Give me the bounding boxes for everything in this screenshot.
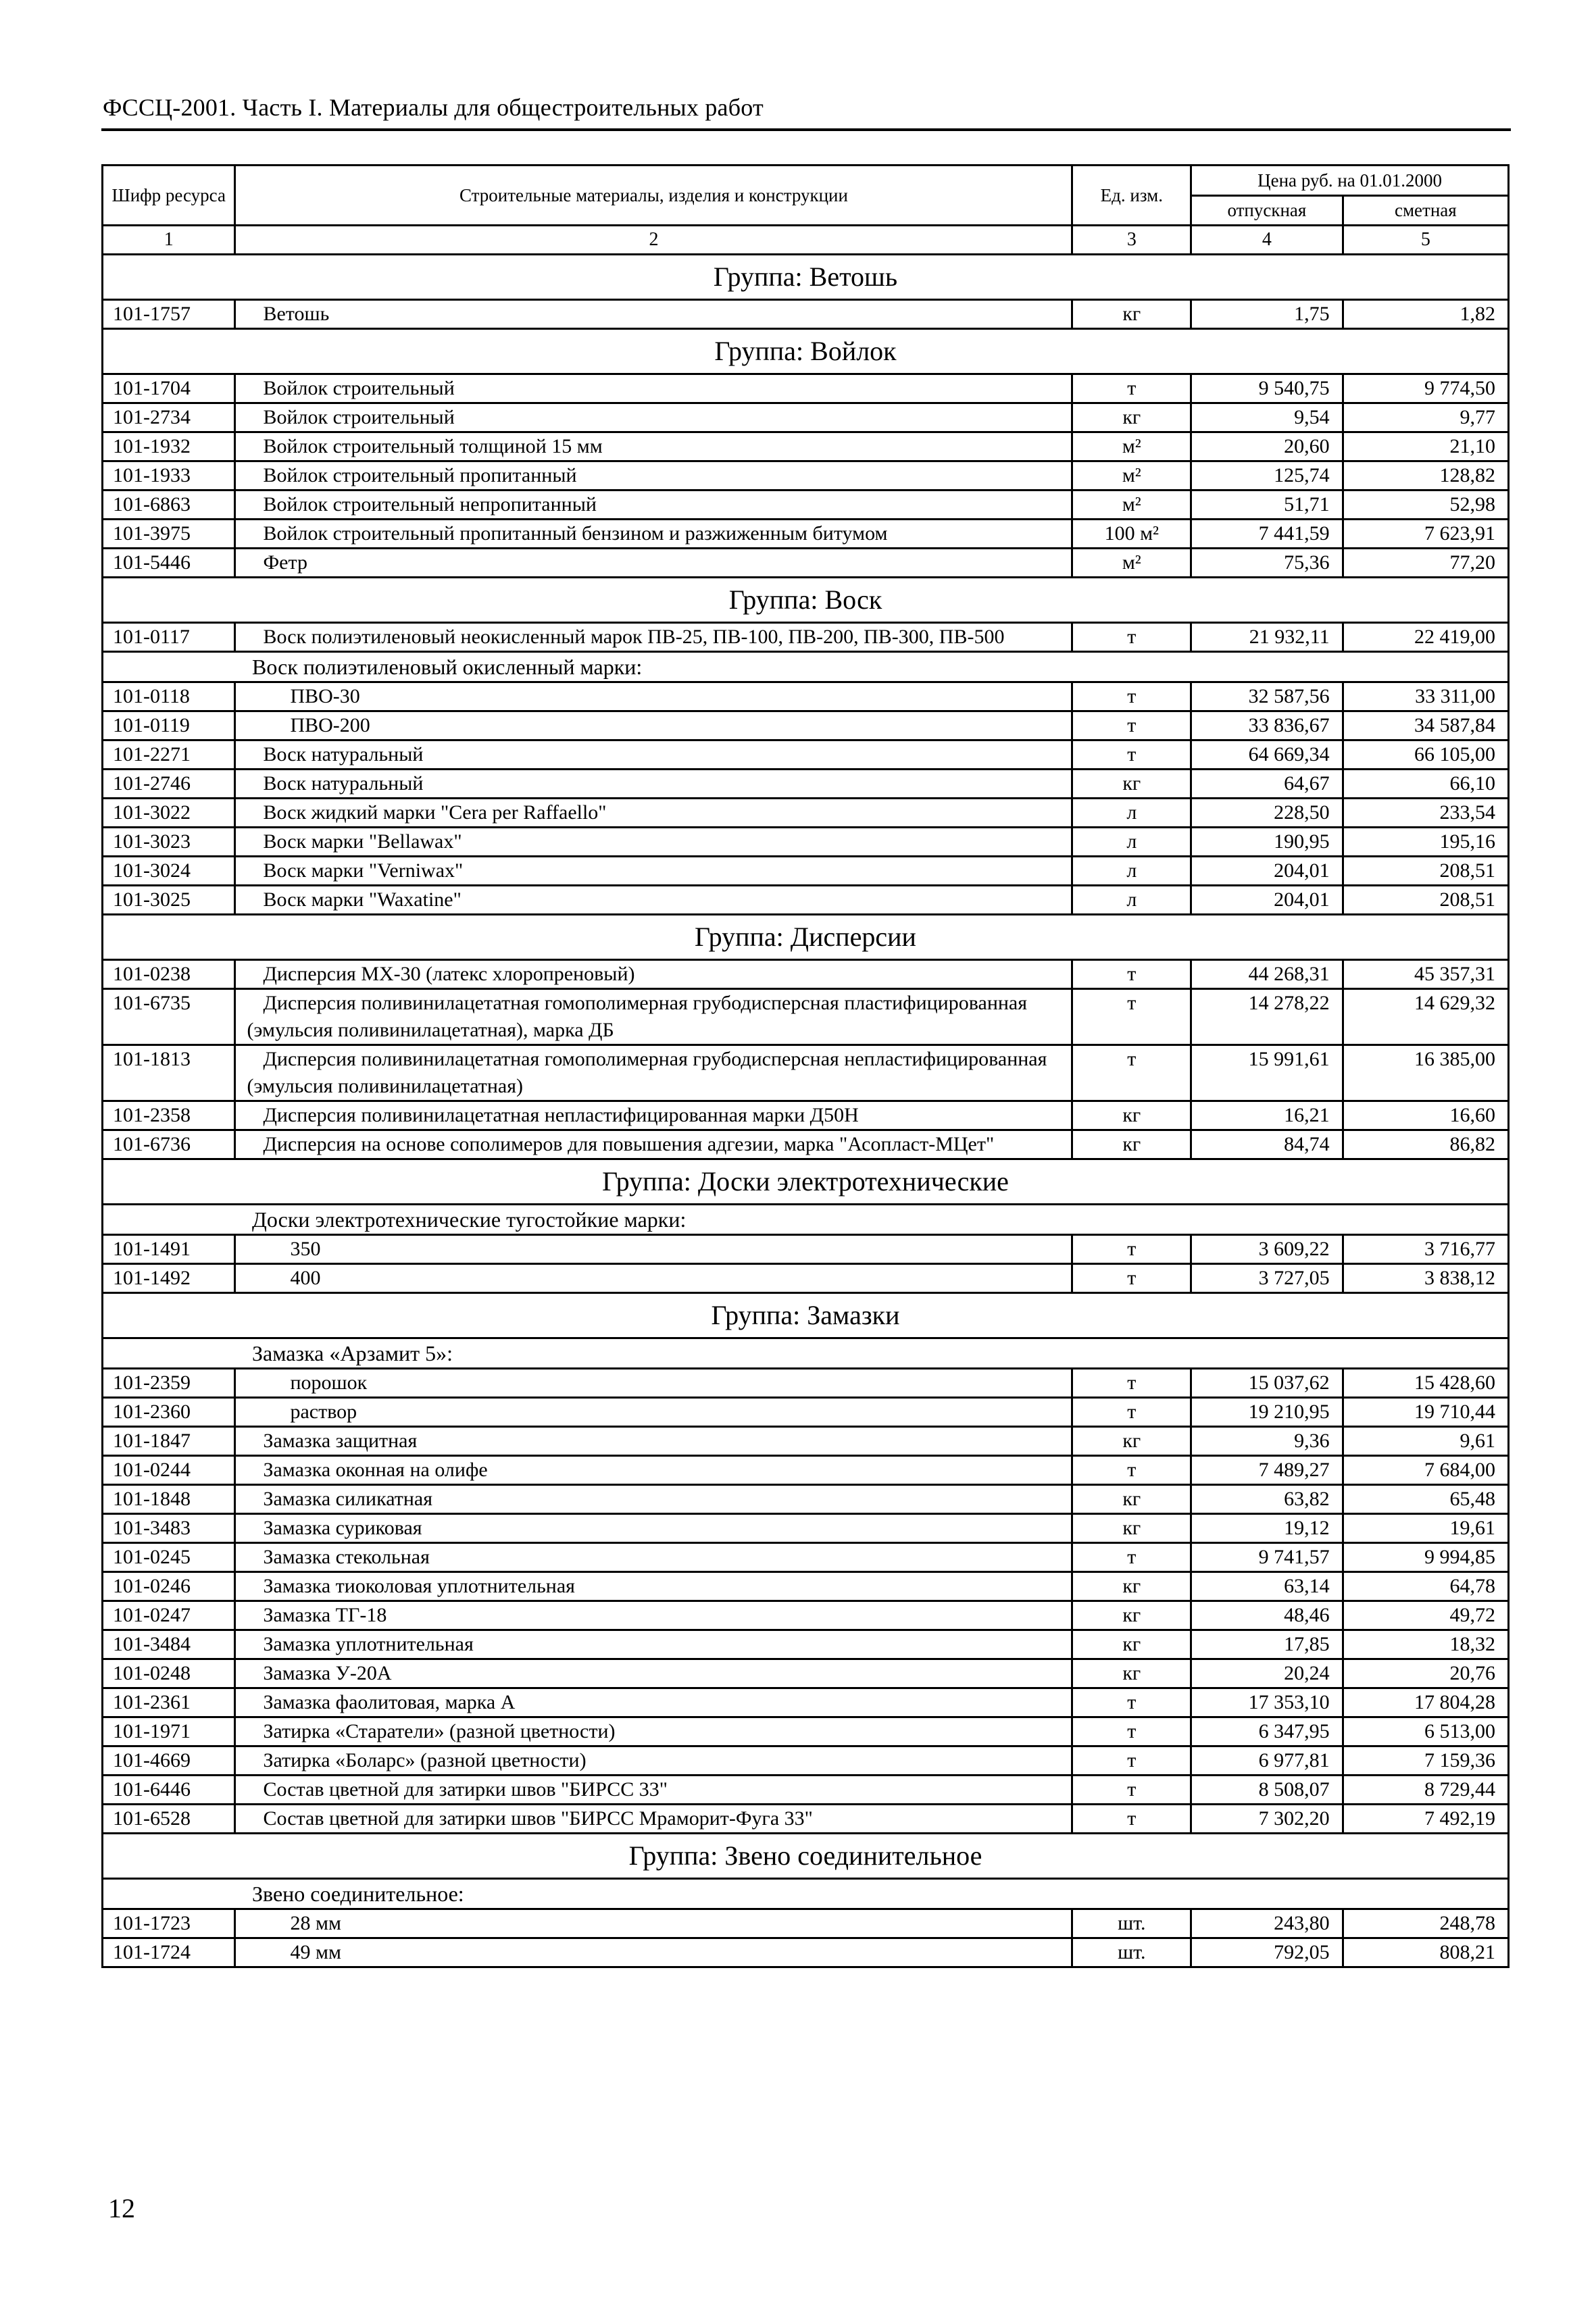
unit-of-measure: т [1072,960,1191,989]
unit-of-measure: т [1072,1746,1191,1776]
resource-code: 101-0118 [103,682,235,711]
estimate-price: 21,10 [1343,432,1508,461]
resource-code: 101-1492 [103,1264,235,1293]
col-header-name: Строительные материалы, изделия и конструкции [235,166,1072,226]
release-price: 64,67 [1191,770,1343,799]
estimate-price: 9 774,50 [1343,374,1508,403]
release-price: 9,54 [1191,403,1343,432]
table-row [103,740,1509,770]
resource-code: 101-0245 [103,1543,235,1572]
unit-of-measure: т [1072,1543,1191,1572]
column-number: 2 [235,226,1072,255]
group-header-row [103,915,1509,960]
estimate-price: 65,48 [1343,1485,1508,1514]
release-price: 1,75 [1191,300,1343,329]
estimate-price: 208,51 [1343,857,1508,886]
resource-code: 101-1491 [103,1235,235,1264]
material-name: Дисперсия на основе сополимеров для повышения адгезии, марка "Асопласт-МЦет" [235,1130,1072,1159]
table-row [103,799,1509,828]
table-row [103,432,1509,461]
subgroup-header-row [103,1879,1509,1909]
release-price: 21 932,11 [1191,623,1343,652]
resource-code: 101-6446 [103,1776,235,1805]
resource-code: 101-3975 [103,520,235,549]
group-header-row [103,1159,1509,1205]
release-price: 7 441,59 [1191,520,1343,549]
unit-of-measure: т [1072,1235,1191,1264]
unit-of-measure: л [1072,886,1191,915]
material-name: Дисперсия поливинилацетатная гомополимерная грубодисперсная непластифицированная (эмульсия поливинилацетатная) [235,1045,1072,1101]
material-name: Войлок строительный пропитанный [235,461,1072,491]
material-name: Замазка ТГ-18 [235,1601,1072,1630]
material-name: Дисперсия поливинилацетатная гомополимерная грубодисперсная пластифицированная (эмульсия поливинилацетатная), марка ДБ [235,989,1072,1045]
resource-code: 101-2359 [103,1369,235,1398]
release-price: 228,50 [1191,799,1343,828]
unit-of-measure: кг [1072,1572,1191,1601]
estimate-price: 86,82 [1343,1130,1508,1159]
estimate-price: 33 311,00 [1343,682,1508,711]
estimate-price: 15 428,60 [1343,1369,1508,1398]
release-price: 48,46 [1191,1601,1343,1630]
unit-of-measure: шт. [1072,1909,1191,1938]
estimate-price: 7 623,91 [1343,520,1508,549]
release-price: 16,21 [1191,1101,1343,1130]
resource-code: 101-3024 [103,857,235,886]
unit-of-measure: т [1072,740,1191,770]
estimate-price: 3 716,77 [1343,1235,1508,1264]
resource-code: 101-2746 [103,770,235,799]
unit-of-measure: л [1072,857,1191,886]
resource-code: 101-2734 [103,403,235,432]
material-name: Дисперсия МХ-30 (латекс хлоропреновый) [235,960,1072,989]
group-title: Группа: Звено соединительное [103,1834,1509,1879]
table-row [103,1572,1509,1601]
table-row [103,886,1509,915]
material-name: Замазка У-20А [235,1659,1072,1688]
unit-of-measure: кг [1072,1427,1191,1456]
group-title: Группа: Ветошь [103,255,1509,300]
subgroup-header-row [103,1338,1509,1369]
unit-of-measure: т [1072,682,1191,711]
resource-code: 101-1932 [103,432,235,461]
group-title: Группа: Войлок [103,329,1509,374]
estimate-price: 9,77 [1343,403,1508,432]
unit-of-measure: т [1072,1688,1191,1717]
release-price: 7 489,27 [1191,1456,1343,1485]
material-name: Затирка «Боларс» (разной цветности) [235,1746,1072,1776]
material-name: Войлок строительный [235,403,1072,432]
table-row [103,1746,1509,1776]
release-price: 51,71 [1191,491,1343,520]
estimate-price: 16,60 [1343,1101,1508,1130]
table-row [103,461,1509,491]
material-name: Состав цветной для затирки швов "БИРСС Мраморит-Фуга 33" [235,1805,1072,1834]
resource-code: 101-0238 [103,960,235,989]
resource-code: 101-3484 [103,1630,235,1659]
col-header-release-price: отпускная [1191,195,1343,226]
material-name: 28 мм [235,1909,1072,1938]
estimate-price: 808,21 [1343,1938,1508,1967]
table-row [103,1369,1509,1398]
unit-of-measure: т [1072,1456,1191,1485]
table-row [103,1776,1509,1805]
material-name: 350 [235,1235,1072,1264]
table-row [103,828,1509,857]
column-number: 1 [103,226,235,255]
col-header-price-group: Цена руб. на 01.01.2000 [1191,166,1509,196]
table-row [103,1514,1509,1543]
table-row [103,682,1509,711]
estimate-price: 7 684,00 [1343,1456,1508,1485]
table-row [103,711,1509,740]
release-price: 20,24 [1191,1659,1343,1688]
resource-code: 101-0248 [103,1659,235,1688]
release-price: 3 609,22 [1191,1235,1343,1264]
unit-of-measure: кг [1072,1130,1191,1159]
group-header-row [103,1293,1509,1338]
table-row [103,300,1509,329]
release-price: 6 347,95 [1191,1717,1343,1746]
material-name: раствор [235,1398,1072,1427]
material-name: Затирка «Старатели» (разной цветности) [235,1717,1072,1746]
group-header-row [103,578,1509,623]
estimate-price: 77,20 [1343,549,1508,578]
resource-code: 101-2360 [103,1398,235,1427]
estimate-price: 17 804,28 [1343,1688,1508,1717]
estimate-price: 22 419,00 [1343,623,1508,652]
release-price: 3 727,05 [1191,1264,1343,1293]
unit-of-measure: т [1072,1776,1191,1805]
release-price: 20,60 [1191,432,1343,461]
material-name: Состав цветной для затирки швов "БИРСС 33" [235,1776,1072,1805]
resource-code: 101-0247 [103,1601,235,1630]
estimate-price: 128,82 [1343,461,1508,491]
table-row [103,1688,1509,1717]
table-row [103,623,1509,652]
unit-of-measure: кг [1072,1101,1191,1130]
release-price: 6 977,81 [1191,1746,1343,1776]
resource-code: 101-6736 [103,1130,235,1159]
estimate-price: 248,78 [1343,1909,1508,1938]
col-header-code: Шифр ресурса [103,166,235,226]
estimate-price: 9,61 [1343,1427,1508,1456]
unit-of-measure: кг [1072,1514,1191,1543]
estimate-price: 233,54 [1343,799,1508,828]
unit-of-measure: т [1072,711,1191,740]
release-price: 8 508,07 [1191,1776,1343,1805]
unit-of-measure: т [1072,1398,1191,1427]
resource-code: 101-0117 [103,623,235,652]
column-number: 3 [1072,226,1191,255]
release-price: 64 669,34 [1191,740,1343,770]
estimate-price: 208,51 [1343,886,1508,915]
table-row [103,1130,1509,1159]
table-row [103,403,1509,432]
estimate-price: 16 385,00 [1343,1045,1508,1101]
resource-code: 101-2271 [103,740,235,770]
resource-code: 101-1971 [103,1717,235,1746]
table-row [103,1485,1509,1514]
table-row [103,1630,1509,1659]
table-row [103,520,1509,549]
material-name: Войлок строительный непропитанный [235,491,1072,520]
material-name: Замазка силикатная [235,1485,1072,1514]
subgroup-title: Воск полиэтиленовый окисленный марки: [103,652,1509,682]
group-title: Группа: Доски электротехнические [103,1159,1509,1205]
estimate-price: 14 629,32 [1343,989,1508,1045]
unit-of-measure: кг [1072,403,1191,432]
resource-code: 101-6735 [103,989,235,1045]
resource-code: 101-1813 [103,1045,235,1101]
unit-of-measure: кг [1072,1659,1191,1688]
release-price: 9 741,57 [1191,1543,1343,1572]
resource-code: 101-0244 [103,1456,235,1485]
resource-code: 101-1724 [103,1938,235,1967]
column-number: 5 [1343,226,1508,255]
table-row [103,1717,1509,1746]
unit-of-measure: м² [1072,491,1191,520]
estimate-price: 8 729,44 [1343,1776,1508,1805]
table-row [103,989,1509,1045]
col-header-unit: Ед. изм. [1072,166,1191,226]
estimate-price: 1,82 [1343,300,1508,329]
table-row [103,770,1509,799]
release-price: 190,95 [1191,828,1343,857]
release-price: 63,14 [1191,1572,1343,1601]
resource-code: 101-1933 [103,461,235,491]
resource-code: 101-0246 [103,1572,235,1601]
resource-code: 101-4669 [103,1746,235,1776]
unit-of-measure: т [1072,1045,1191,1101]
material-name: Воск марки "Verniwax" [235,857,1072,886]
estimate-price: 19 710,44 [1343,1398,1508,1427]
unit-of-measure: кг [1072,1630,1191,1659]
release-price: 75,36 [1191,549,1343,578]
subgroup-title: Доски электротехнические тугостойкие марки: [103,1205,1509,1235]
unit-of-measure: шт. [1072,1938,1191,1967]
estimate-price: 64,78 [1343,1572,1508,1601]
resource-code: 101-6528 [103,1805,235,1834]
material-name: Воск полиэтиленовый неокисленный марок ПВ-25, ПВ-100, ПВ-200, ПВ-300, ПВ-500 [235,623,1072,652]
release-price: 44 268,31 [1191,960,1343,989]
material-name: Замазка тиоколовая уплотнительная [235,1572,1072,1601]
unit-of-measure: т [1072,1369,1191,1398]
release-price: 125,74 [1191,461,1343,491]
estimate-price: 195,16 [1343,828,1508,857]
table-row [103,1659,1509,1688]
unit-of-measure: л [1072,799,1191,828]
release-price: 204,01 [1191,886,1343,915]
release-price: 15 037,62 [1191,1369,1343,1398]
release-price: 243,80 [1191,1909,1343,1938]
unit-of-measure: т [1072,989,1191,1045]
unit-of-measure: кг [1072,1485,1191,1514]
table-row [103,1264,1509,1293]
table-row [103,374,1509,403]
unit-of-measure: т [1072,1805,1191,1834]
release-price: 204,01 [1191,857,1343,886]
header-rule [101,128,1511,131]
material-name: Замазка фаолитовая, марка А [235,1688,1072,1717]
release-price: 9 540,75 [1191,374,1343,403]
material-name: Войлок строительный [235,374,1072,403]
material-name: Воск марки "Bellawax" [235,828,1072,857]
price-table [101,164,1510,1968]
estimate-price: 18,32 [1343,1630,1508,1659]
estimate-price: 9 994,85 [1343,1543,1508,1572]
group-title: Группа: Воск [103,578,1509,623]
estimate-price: 49,72 [1343,1601,1508,1630]
material-name: Замазка оконная на олифе [235,1456,1072,1485]
material-name: Замазка суриковая [235,1514,1072,1543]
estimate-price: 34 587,84 [1343,711,1508,740]
estimate-price: 20,76 [1343,1659,1508,1688]
resource-code: 101-1704 [103,374,235,403]
material-name: Замазка защитная [235,1427,1072,1456]
table-row [103,1938,1509,1967]
group-title: Группа: Замазки [103,1293,1509,1338]
page-number: 12 [108,2193,135,2223]
resource-code: 101-1723 [103,1909,235,1938]
material-name: Замазка стекольная [235,1543,1072,1572]
material-name: Войлок строительный пропитанный бензином и разжиженным битумом [235,520,1072,549]
group-header-row [103,1834,1509,1879]
material-name: 49 мм [235,1938,1072,1967]
material-name: Воск жидкий марки "Cera per Raffaello" [235,799,1072,828]
unit-of-measure: т [1072,623,1191,652]
release-price: 14 278,22 [1191,989,1343,1045]
unit-of-measure: кг [1072,1601,1191,1630]
estimate-price: 66 105,00 [1343,740,1508,770]
unit-of-measure: кг [1072,300,1191,329]
unit-of-measure: м² [1072,432,1191,461]
release-price: 792,05 [1191,1938,1343,1967]
resource-code: 101-2358 [103,1101,235,1130]
material-name: Дисперсия поливинилацетатная непластифицированная марки Д50Н [235,1101,1072,1130]
estimate-price: 45 357,31 [1343,960,1508,989]
table-row [103,1456,1509,1485]
unit-of-measure: кг [1072,770,1191,799]
release-price: 19,12 [1191,1514,1343,1543]
table-row [103,1805,1509,1834]
release-price: 9,36 [1191,1427,1343,1456]
unit-of-measure: м² [1072,461,1191,491]
subgroup-title: Звено соединительное: [103,1879,1509,1909]
table-row [103,1101,1509,1130]
estimate-price: 6 513,00 [1343,1717,1508,1746]
estimate-price: 7 492,19 [1343,1805,1508,1834]
unit-of-measure: л [1072,828,1191,857]
col-header-estimate-price: сметная [1343,195,1508,226]
material-name: Фетр [235,549,1072,578]
unit-of-measure: м² [1072,549,1191,578]
table-body [103,255,1509,1967]
unit-of-measure: т [1072,1264,1191,1293]
material-name: ПВО-30 [235,682,1072,711]
resource-code: 101-6863 [103,491,235,520]
material-name: Замазка уплотнительная [235,1630,1072,1659]
estimate-price: 52,98 [1343,491,1508,520]
resource-code: 101-1757 [103,300,235,329]
subgroup-header-row [103,1205,1509,1235]
resource-code: 101-0119 [103,711,235,740]
release-price: 84,74 [1191,1130,1343,1159]
material-name: Войлок строительный толщиной 15 мм [235,432,1072,461]
resource-code: 101-1847 [103,1427,235,1456]
table-row [103,1045,1509,1101]
release-price: 19 210,95 [1191,1398,1343,1427]
estimate-price: 3 838,12 [1343,1264,1508,1293]
release-price: 33 836,67 [1191,711,1343,740]
release-price: 63,82 [1191,1485,1343,1514]
release-price: 17,85 [1191,1630,1343,1659]
estimate-price: 7 159,36 [1343,1746,1508,1776]
table-row [103,1909,1509,1938]
table-row [103,857,1509,886]
group-header-row [103,329,1509,374]
resource-code: 101-2361 [103,1688,235,1717]
table-row [103,1427,1509,1456]
unit-of-measure: т [1072,1717,1191,1746]
table-row [103,1398,1509,1427]
material-name: Воск натуральный [235,740,1072,770]
column-number-row [103,226,1509,255]
subgroup-title: Замазка «Арзамит 5»: [103,1338,1509,1369]
material-name: 400 [235,1264,1072,1293]
material-name: Воск марки "Waxatine" [235,886,1072,915]
table-row [103,960,1509,989]
estimate-price: 66,10 [1343,770,1508,799]
material-name: Воск натуральный [235,770,1072,799]
resource-code: 101-3025 [103,886,235,915]
subgroup-header-row [103,652,1509,682]
group-title: Группа: Дисперсии [103,915,1509,960]
resource-code: 101-1848 [103,1485,235,1514]
table-row [103,491,1509,520]
release-price: 7 302,20 [1191,1805,1343,1834]
table-row [103,1235,1509,1264]
table-row [103,1601,1509,1630]
material-name: порошок [235,1369,1072,1398]
material-name: Ветошь [235,300,1072,329]
release-price: 17 353,10 [1191,1688,1343,1717]
table-row [103,1543,1509,1572]
page-header-title: ФССЦ-2001. Часть I. Материалы для общестроительных работ [103,94,764,121]
group-header-row [103,255,1509,300]
resource-code: 101-5446 [103,549,235,578]
resource-code: 101-3483 [103,1514,235,1543]
resource-code: 101-3022 [103,799,235,828]
resource-code: 101-3023 [103,828,235,857]
material-name: ПВО-200 [235,711,1072,740]
table-row [103,549,1509,578]
unit-of-measure: 100 м² [1072,520,1191,549]
column-number: 4 [1191,226,1343,255]
estimate-price: 19,61 [1343,1514,1508,1543]
release-price: 15 991,61 [1191,1045,1343,1101]
unit-of-measure: т [1072,374,1191,403]
release-price: 32 587,56 [1191,682,1343,711]
